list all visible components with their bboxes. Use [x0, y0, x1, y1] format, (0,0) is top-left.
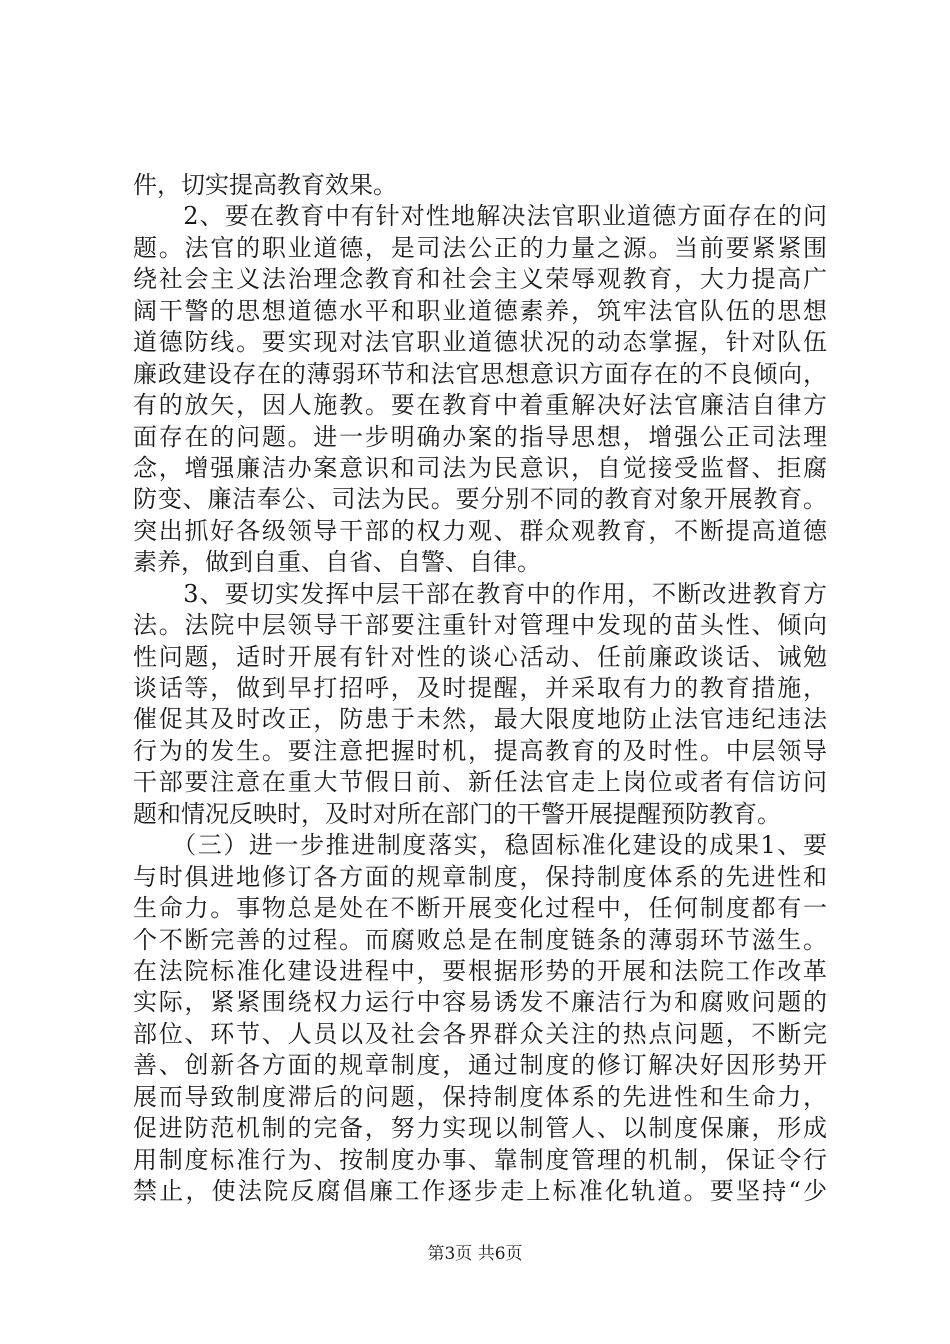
text-line: 素养，做到自重、自省、自警、自律。 [133, 548, 541, 577]
text-line: 突出抓好各级领导干部的权力观、群众观教育，不断提高道德 [133, 516, 827, 545]
text-line: 防变、廉洁奉公、司法为民。要分别不同的教育对象开展教育。 [133, 485, 827, 514]
text-line: 念，增强廉洁办案意识和司法为民意识，自觉接受监督、拒腐 [133, 453, 827, 482]
text-line: 3、要切实发挥中层干部在教育中的作用，不断改进教育方 [133, 579, 827, 608]
text-line: 个不断完善的过程。而腐败总是在制度链条的薄弱环节滋生。 [133, 925, 827, 954]
page-footer: 第3页 共6页 [427, 1244, 523, 1264]
text-line: 有的放矢，因人施教。要在教育中着重解决好法官廉洁自律方 [133, 391, 827, 420]
text-line: 题和情况反映时，及时对所在部门的干警开展提醒预防教育。 [133, 799, 781, 828]
text-line: 道德防线。要实现对法官职业道德状况的动态掌握，针对队伍 [133, 328, 827, 357]
text-line: 催促其及时改正，防患于未然，最大限度地防止法官违纪违法 [133, 705, 827, 734]
text-line: 题。法官的职业道德，是司法公正的力量之源。当前要紧紧围 [133, 233, 827, 262]
text-line: 干部要注意在重大节假日前、新任法官走上岗位或者有信访问 [133, 768, 827, 797]
document-body [133, 170, 827, 1207]
text-line: 实际，紧紧围绕权力运行中容易诱发不廉洁行为和腐败问题的 [133, 988, 827, 1017]
text-line: 善、创新各方面的规章制度，通过制度的修订解决好因形势开 [133, 1051, 827, 1080]
text-line: 性问题，适时开展有针对性的谈心活动、任前廉政谈话、诫勉 [133, 642, 827, 671]
text-line: 阔干警的思想道德水平和职业道德素养，筑牢法官队伍的思想 [133, 296, 827, 325]
text-line: 法。法院中层领导干部要注重针对管理中发现的苗头性、倾向 [133, 611, 827, 640]
text-line: 与时俱进地修订各方面的规章制度，保持制度体系的先进性和 [133, 862, 827, 891]
text-line: 2、要在教育中有针对性地解决法官职业道德方面存在的问 [133, 202, 827, 231]
text-line: 禁止，使法院反腐倡廉工作逐步走上标准化轨道。要坚持“少 [133, 1177, 827, 1205]
text-line: 生命力。事物总是处在不断开展变化过程中，任何制度都有一 [133, 894, 827, 923]
text-line: 行为的发生。要注意把握时机，提高教育的及时性。中层领导 [133, 736, 827, 765]
text-line: 展而导致制度滞后的问题，保持制度体系的先进性和生命力， [133, 1082, 827, 1111]
text-line: 件，切实提高教育效果。 [133, 171, 397, 199]
text-line: 在法院标准化建设进程中，要根据形势的开展和法院工作改革 [133, 956, 827, 985]
text-line: 用制度标准行为、按制度办事、靠制度管理的机制，保证令行 [133, 1145, 827, 1174]
text-line: （三）进一步推进制度落实，稳固标准化建设的成果1、要 [133, 831, 827, 860]
text-line: 部位、环节、人员以及社会各界群众关注的热点问题，不断完 [133, 1019, 827, 1048]
text-line: 绕社会主义法治理念教育和社会主义荣辱观教育，大力提高广 [133, 265, 827, 294]
text-line: 促进防范机制的完备，努力实现以制管人、以制度保廉，形成 [133, 1114, 827, 1143]
text-line: 面存在的问题。进一步明确办案的指导思想，增强公正司法理 [133, 422, 827, 451]
text-line: 谈话等，做到早打招呼，及时提醒，并采取有力的教育措施， [133, 674, 827, 702]
text-line: 廉政建设存在的薄弱环节和法官思想意识方面存在的不良倾向， [133, 359, 827, 388]
